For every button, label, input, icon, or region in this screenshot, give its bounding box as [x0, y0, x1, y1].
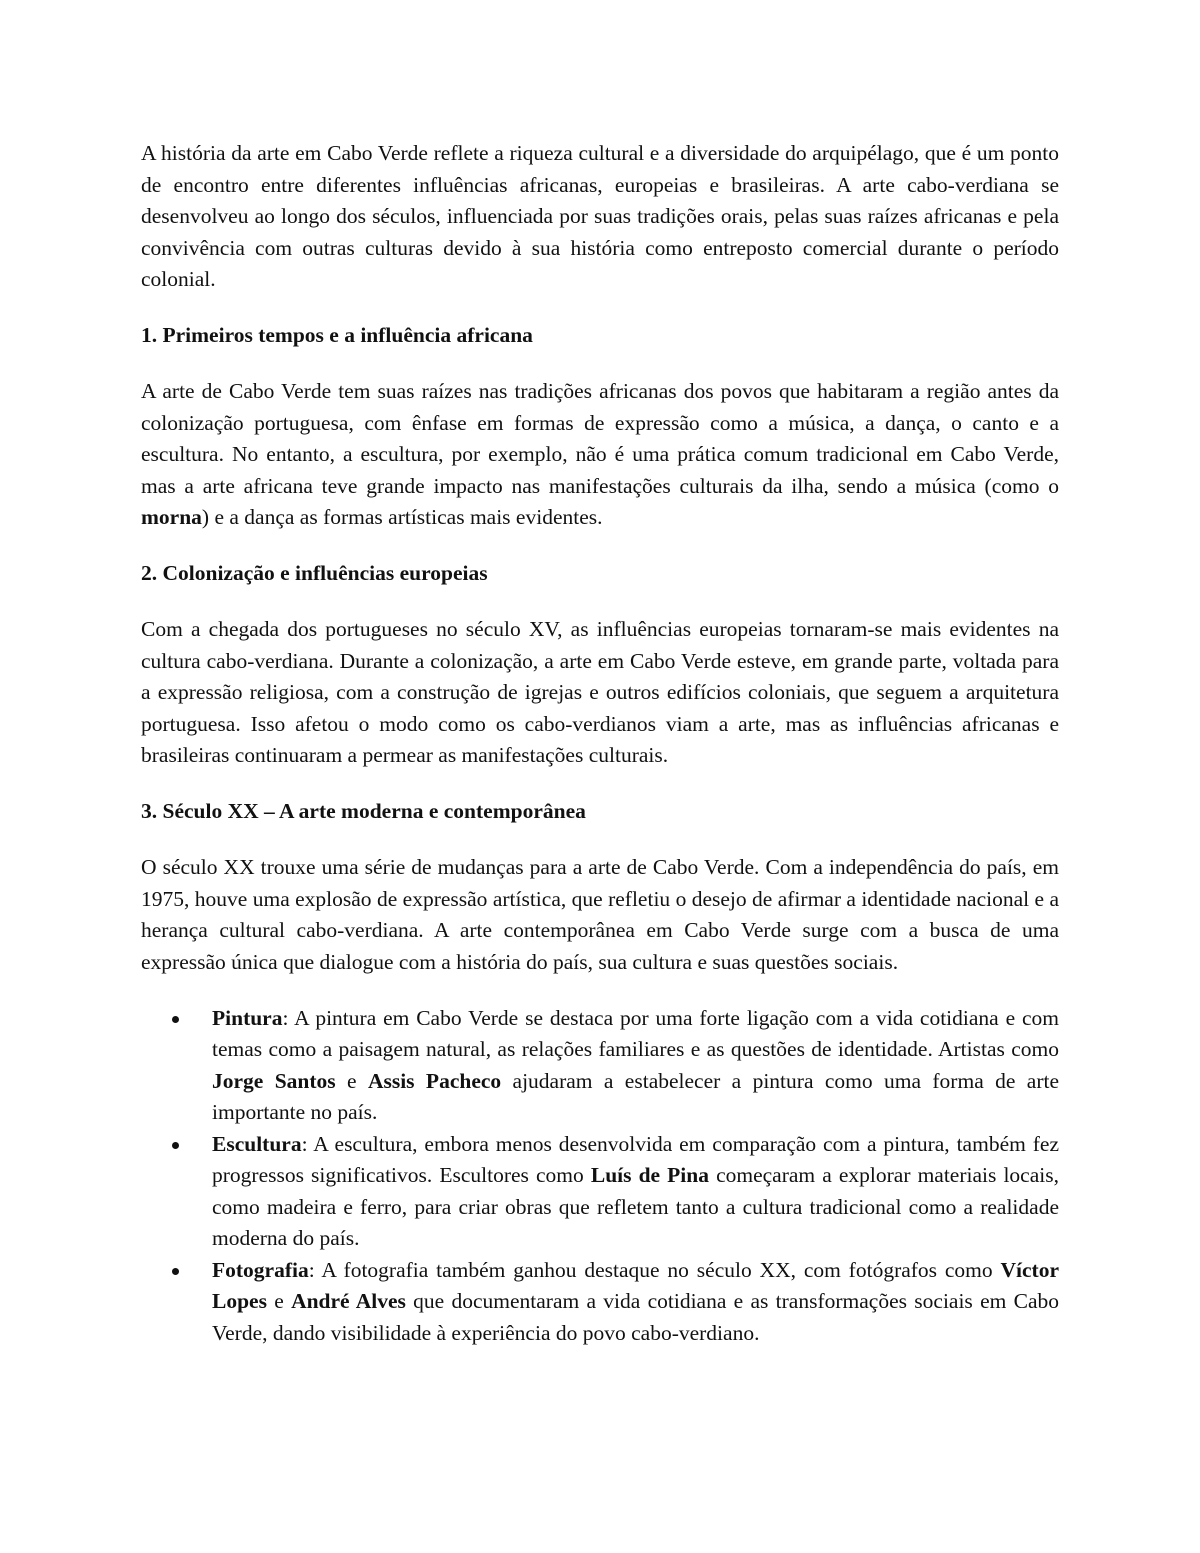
- escultura-label: Escultura: [212, 1131, 302, 1156]
- escultura-text-2: começaram a explorar materiais locais, como madeira e ferro, para criar obras que refletem tanto a cultura tradicional como a realidade moderna do país.: [212, 1163, 1059, 1250]
- bullet-icon: [172, 1142, 179, 1149]
- section-1-text-before: A arte de Cabo Verde tem suas raízes nas tradições africanas dos povos que habitaram a região antes da colonização portuguesa, com ênfase em formas de expressão como a música, a dança, o canto e a escultura. No entanto, a escultura, por exemplo, não é uma prática comum tradicional em Cabo Verde, mas a arte africana teve grande impacto nas manifestações culturais da ilha, sendo a música (como o: [141, 379, 1059, 498]
- section-1-paragraph: [141, 376, 1059, 534]
- assis-pacheco-name: Assis Pacheco: [367, 1068, 502, 1093]
- victor-lopes-name: Víctor Lopes: [212, 1257, 1059, 1313]
- pintura-label: Pintura: [212, 1005, 283, 1030]
- jorge-santos-name: Jorge Santos: [212, 1068, 336, 1093]
- list-item-escultura: [141, 1129, 1059, 1255]
- list-item-pintura: [141, 1003, 1059, 1129]
- pintura-text-3: ajudaram a estabelecer a pintura como uma forma de arte importante no país.: [212, 1068, 1059, 1124]
- section-2-paragraph: Com a chegada dos portugueses no século XV, as influências europeias tornaram-se mais evidentes na cultura cabo-verdiana. Durante a colonização, a arte em Cabo Verde esteve, em grande parte, voltada para a expressão religiosa, com a construção de igrejas e outros edifícios coloniais, que seguem a arquitetura portuguesa. Isso afetou o modo como os cabo-verdianos viam a arte, mas as influências africanas e brasileiras continuaram a permear as manifestações culturais.: [141, 617, 1059, 767]
- section-3-heading: 3. Século XX – A arte moderna e contemporânea: [141, 799, 586, 823]
- pintura-text-1: : A pintura em Cabo Verde se destaca por uma forte ligação com a vida cotidiana e com temas como a paisagem natural, as relações familiares e as questões de identidade. Artistas como: [212, 1005, 1059, 1061]
- section-1-text-after: ) e a dança as formas artísticas mais evidentes.: [201, 505, 603, 529]
- bullet-icon: [172, 1016, 179, 1023]
- escultura-text-1: : A escultura, embora menos desenvolvida em comparação com a pintura, também fez progressos significativos. Escultores como: [212, 1131, 1059, 1187]
- art-forms-list: [141, 1003, 1059, 1350]
- section-3-paragraph: O século XX trouxe uma série de mudanças para a arte de Cabo Verde. Com a independência do país, em 1975, houve uma explosão de expressão artística, que refletiu o desejo de afirmar a identidade nacional e a herança cultural cabo-verdiana. A arte contemporânea em Cabo Verde surge com a busca de uma expressão única que dialogue com a história do país, sua cultura e suas questões sociais.: [141, 855, 1059, 974]
- intro-paragraph: A história da arte em Cabo Verde reflete a riqueza cultural e a diversidade do arquipélago, que é um ponto de encontro entre diferentes influências africanas, europeias e brasileiras. A arte cabo-verdiana se desenvolveu ao longo dos séculos, influenciada por suas tradições orais, pelas suas raízes africanas e pela convivência com outras culturas devido à sua história como entreposto comercial durante o período colonial.: [141, 141, 1059, 291]
- luis-de-pina-name: Luís de Pina: [590, 1163, 709, 1187]
- section-2-heading: 2. Colonização e influências europeias: [141, 561, 488, 585]
- list-item-fotografia: [141, 1255, 1059, 1350]
- bullet-icon: [172, 1268, 179, 1275]
- pintura-text-2: e: [335, 1068, 368, 1093]
- fotografia-text-1: : A fotografia também ganhou destaque no século XX, com fotógrafos como: [308, 1257, 1001, 1282]
- morna-term: morna: [141, 505, 202, 529]
- fotografia-text-3: que documentaram a vida cotidiana e as transformações sociais em Cabo Verde, dando visibilidade à experiência do povo cabo-verdiano.: [212, 1289, 1060, 1345]
- fotografia-text-2: e: [266, 1289, 292, 1313]
- section-1-heading: 1. Primeiros tempos e a influência africana: [141, 323, 533, 347]
- fotografia-label: Fotografia: [212, 1257, 309, 1282]
- andre-alves-name: André Alves: [291, 1289, 406, 1313]
- document-page: [141, 138, 1059, 1349]
